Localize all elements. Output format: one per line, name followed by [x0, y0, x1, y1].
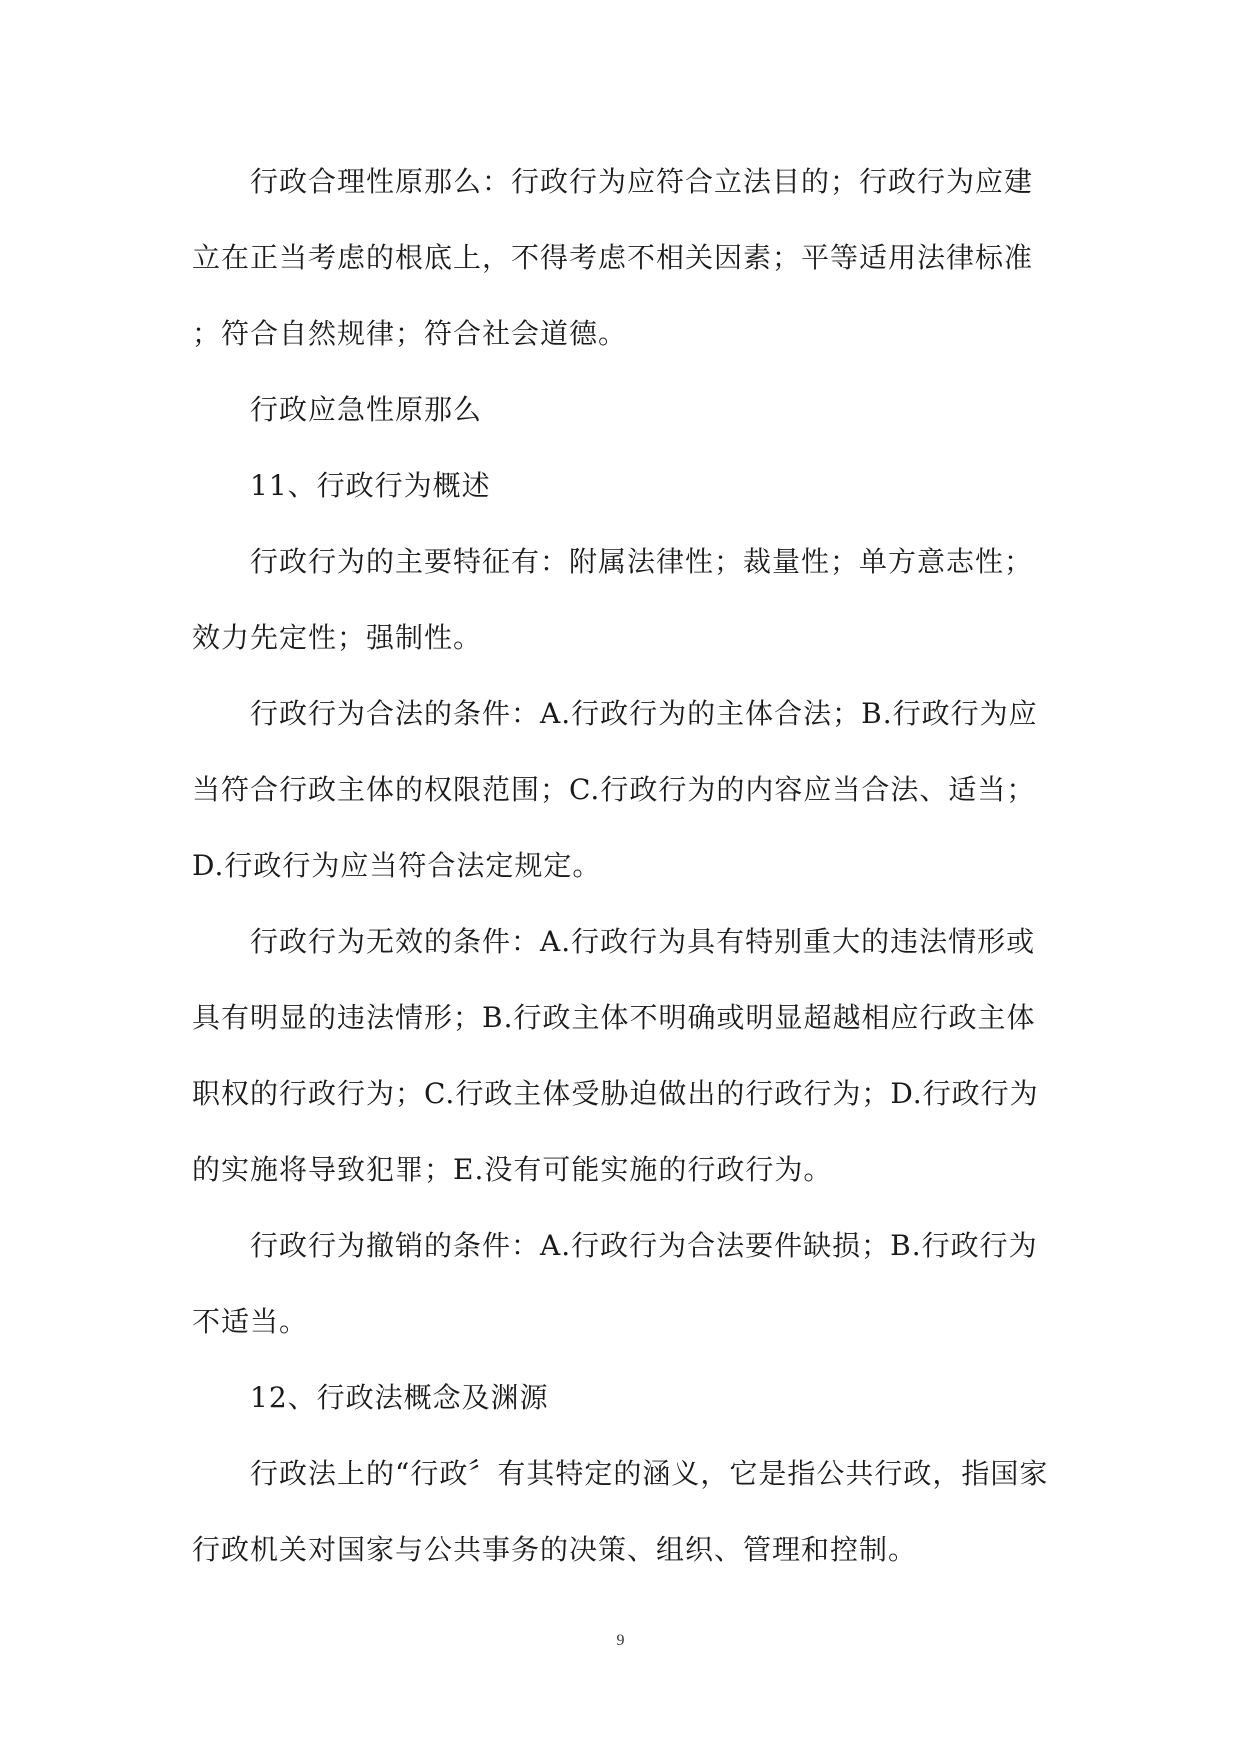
paragraph-invalidity-conditions	[192, 904, 1052, 1208]
section-heading-12	[192, 1360, 1052, 1436]
text-line: ；符合自然规律；符合社会道德。	[192, 317, 628, 350]
text-line: 12、行政法概念及渊源	[250, 1381, 549, 1414]
text-line: D.行政行为应当符合法定规定。	[192, 849, 602, 882]
text-line: 行政行为合法的条件：A.行政行为的主体合法；B.行政行为应	[250, 697, 1038, 730]
text-line: 行政行为撤销的条件：A.行政行为合法要件缺损；B.行政行为	[250, 1229, 1038, 1262]
text-line: 职权的行政行为；C.行政主体受胁迫做出的行政行为；D.行政行为	[192, 1077, 1039, 1110]
text-line: 立在正当考虑的根底上，不得考虑不相关因素；平等适用法律标准	[192, 241, 1034, 274]
page-number: 9	[616, 1632, 625, 1649]
paragraph-revocation-conditions	[192, 1208, 1052, 1360]
text-line: 具有明显的违法情形；B.行政主体不明确或明显超越相应行政主体	[192, 1001, 1036, 1034]
section-heading-11	[192, 448, 1052, 524]
paragraph-reasonableness-principle	[192, 144, 1052, 372]
text-line: 的实施将导致犯罪；E.没有可能实施的行政行为。	[192, 1153, 833, 1186]
paragraph-emergency-principle	[192, 372, 1052, 448]
text-line: 行政机关对国家与公共事务的决策、组织、管理和控制。	[192, 1533, 918, 1566]
text-line: 效力先定性；强制性。	[192, 621, 483, 654]
text-line: 当符合行政主体的权限范围；C.行政行为的内容应当合法、适当；	[192, 773, 1036, 806]
text-line: 行政行为的主要特征有：附属法律性；裁量性；单方意志性；	[250, 545, 1034, 578]
text-line: 不适当。	[192, 1305, 309, 1338]
text-line: 行政应急性原那么	[250, 393, 483, 426]
text-line: 行政行为无效的条件：A.行政行为具有特别重大的违法情形或	[250, 925, 1036, 958]
page-body	[192, 144, 1052, 1588]
text-line: 行政合理性原那么：行政行为应符合立法目的；行政行为应建	[250, 165, 1034, 198]
paragraph-administration-definition	[192, 1436, 1052, 1588]
text-line: 行政法上的“行政〞有其特定的涵义，它是指公共行政，指国家	[250, 1457, 1049, 1490]
paragraph-legality-conditions	[192, 676, 1052, 904]
paragraph-main-features	[192, 524, 1052, 676]
text-line: 11、行政行为概述	[250, 469, 491, 502]
